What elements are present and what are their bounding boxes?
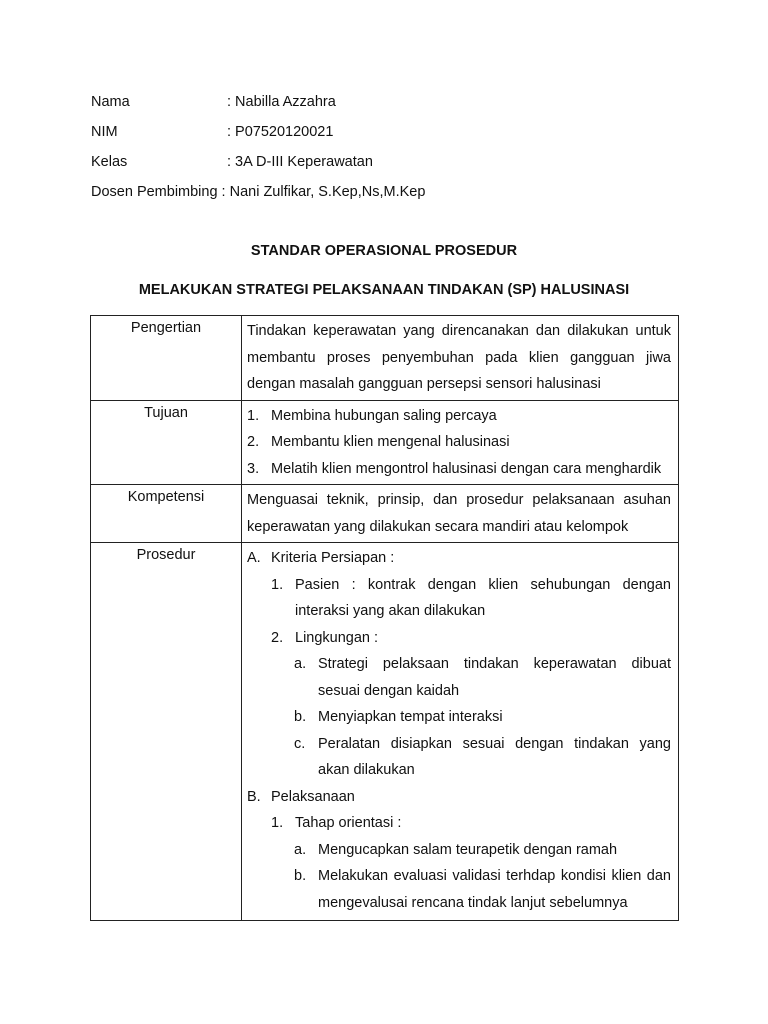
list-marker: A. <box>247 550 261 566</box>
list-item <box>247 572 671 625</box>
info-label: Kelas <box>91 154 128 170</box>
row-content <box>242 316 679 401</box>
row-label: Kompetensi <box>91 485 242 543</box>
kompetensi-text: Menguasai teknik, prinsip, dan prosedur pelaksanaan asuhan keperawatan yang dilakukan secara mandiri atau kelompok <box>247 492 671 535</box>
student-info <box>91 92 691 212</box>
row-label: Tujuan <box>91 400 242 485</box>
row-kompetensi <box>91 485 679 543</box>
row-prosedur <box>91 543 679 921</box>
row-content <box>242 400 679 485</box>
list-marker: a. <box>294 841 307 858</box>
list-text: Melakukan evaluasi validasi terhdap kondisi klien dan mengevalusai rencana tindak lanjut sebelumnya <box>318 868 671 911</box>
info-value: : 3A D-III Keperawatan <box>227 154 373 170</box>
info-row-nama <box>91 92 691 122</box>
info-row-dosen <box>91 182 691 212</box>
pengertian-text: Tindakan keperawatan yang direncanakan dan dilakukan untuk membantu proses penyembuhan pada klien gangguan jiwa dengan masalah gangguan persepsi sensori halusinasi <box>247 323 671 392</box>
list-marker: B. <box>247 788 261 805</box>
list-marker: 3. <box>247 460 260 477</box>
list-marker: c. <box>294 735 306 752</box>
list-marker: 2. <box>271 629 284 646</box>
list-item <box>247 429 671 456</box>
list-item <box>247 545 671 572</box>
list-text: Peralatan disiapkan sesuai dengan tindakan yang akan dilakukan <box>318 735 671 778</box>
list-text: Lingkungan : <box>295 629 379 646</box>
list-text: Menyiapkan tempat interaksi <box>318 709 503 725</box>
list-marker: 1. <box>247 407 260 424</box>
list-text: Membantu klien mengenal halusinasi <box>271 434 510 450</box>
list-marker: 2. <box>247 434 260 450</box>
row-content <box>242 543 679 921</box>
list-item <box>247 625 671 652</box>
list-marker: b. <box>294 709 307 725</box>
list-item <box>247 863 671 916</box>
info-label: Dosen Pembimbing <box>91 184 218 200</box>
list-item <box>247 837 671 864</box>
list-item <box>247 784 671 811</box>
sop-table <box>90 315 679 921</box>
row-label: Pengertian <box>91 316 242 401</box>
row-pengertian <box>91 316 679 401</box>
document-title: STANDAR OPERASIONAL PROSEDUR <box>250 243 518 259</box>
list-text: Kriteria Persiapan : <box>271 550 395 566</box>
list-text: Membina hubungan saling percaya <box>271 407 497 424</box>
info-row-kelas <box>91 152 691 182</box>
list-marker: 1. <box>271 576 284 593</box>
list-marker: a. <box>294 656 307 672</box>
info-label: Nama <box>91 94 130 110</box>
list-marker: 1. <box>271 815 284 831</box>
list-text: Pelaksanaan <box>271 788 355 805</box>
info-value: : Nabilla Azzahra <box>227 94 336 110</box>
list-marker: b. <box>294 868 307 884</box>
list-item <box>247 651 671 704</box>
list-text: Melatih klien mengontrol halusinasi dengan cara menghardik <box>271 460 662 477</box>
list-text: Mengucapkan salam teurapetik dengan ramah <box>318 841 618 858</box>
list-text: Pasien : kontrak dengan klien sehubungan dengan interaksi yang akan dilakukan <box>295 576 671 619</box>
list-item <box>247 456 671 483</box>
info-value: : P07520120021 <box>227 124 334 140</box>
list-item <box>247 704 671 731</box>
row-content <box>242 485 679 543</box>
info-label: NIM <box>91 124 118 140</box>
info-value: : Nani Zulfikar, S.Kep,Ns,M.Kep <box>221 184 426 200</box>
list-item <box>247 403 671 430</box>
document-subtitle: MELAKUKAN STRATEGI PELAKSANAAN TINDAKAN (SP) HALUSINASI <box>138 282 630 298</box>
list-text: Strategi pelaksaan tindakan keperawatan dibuat sesuai dengan kaidah <box>318 656 671 699</box>
list-item <box>247 810 671 837</box>
row-label: Prosedur <box>91 543 242 921</box>
list-text: Tahap orientasi : <box>295 815 402 831</box>
list-item <box>247 731 671 784</box>
row-tujuan <box>91 400 679 485</box>
info-row-nim <box>91 122 691 152</box>
